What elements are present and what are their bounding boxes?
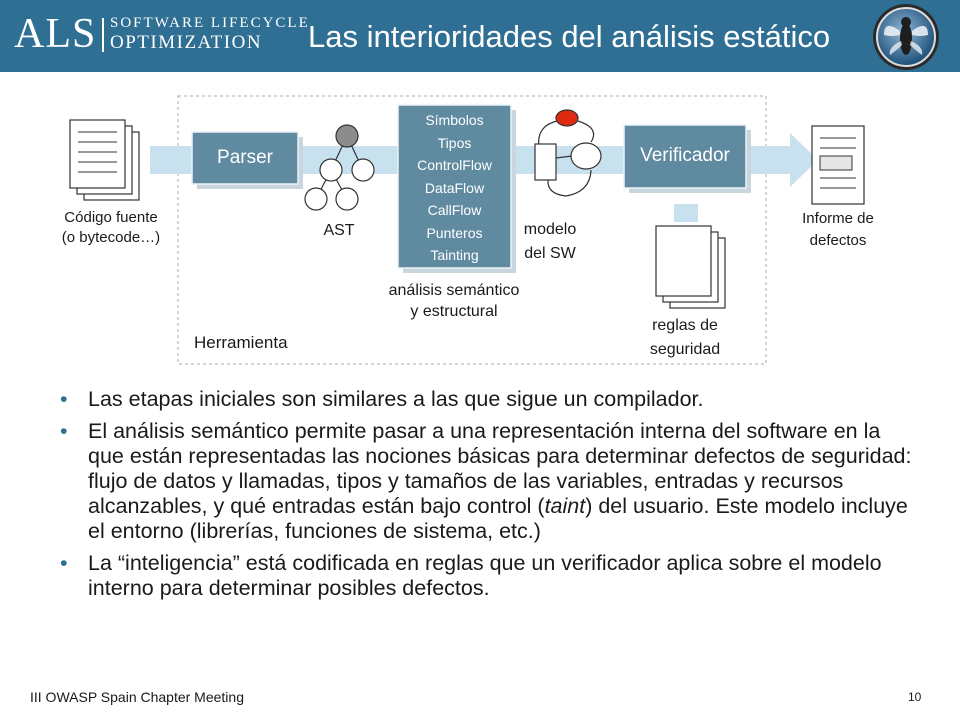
bullet-text: ) del usuario. Este modelo incluye el entorno (librerías, funciones de sistema, etc.) xyxy=(88,494,908,543)
model-label: modelo del SW xyxy=(523,221,577,262)
bullet-dot: • xyxy=(60,387,68,411)
header-bar xyxy=(0,0,960,72)
bullet-item xyxy=(60,419,920,544)
tool-label: Herramienta xyxy=(194,333,288,352)
brand-line-2: OPTIMIZATION xyxy=(110,32,263,53)
brand-line-1: SOFTWARE LIFECYCLE xyxy=(110,15,310,31)
source-code-document-icon xyxy=(70,120,139,200)
bullet-item xyxy=(60,551,920,601)
report-label: Informe de defectos xyxy=(802,210,874,249)
ast-label: AST xyxy=(323,222,355,239)
bullet-dot: • xyxy=(60,551,68,575)
bullet-text: La “inteligencia” está codificada en reglas que un verificador aplica sobre el modelo interno para determinar posibles defectos. xyxy=(88,551,882,600)
semantic-item: Punteros xyxy=(426,224,483,241)
rules-arrow xyxy=(674,204,698,222)
static-analysis-diagram xyxy=(0,80,960,380)
verifier-label: Verificador xyxy=(640,145,730,166)
owasp-wasp-icon xyxy=(870,1,942,73)
source-code-label: Código fuente (o bytecode…) xyxy=(61,209,161,246)
semantic-item: Tainting xyxy=(430,247,479,263)
parser-label: Parser xyxy=(217,147,273,168)
semantic-items-list xyxy=(398,109,511,267)
bullet-text: Las etapas iniciales son similares a las que sigue un compilador. xyxy=(88,387,704,411)
semantic-item: ControlFlow xyxy=(417,157,492,173)
footer-text: III OWASP Spain Chapter Meeting xyxy=(30,689,244,705)
page-number: 10 xyxy=(908,690,922,704)
report-document-icon xyxy=(812,126,864,204)
semantic-item: Tipos xyxy=(437,134,472,151)
brand-mark: ALS xyxy=(14,11,97,57)
slide-title: Las interioridades del análisis estático xyxy=(308,19,831,54)
bullet-emphasis: taint xyxy=(544,494,586,518)
brand-divider xyxy=(102,18,104,52)
bullet-item xyxy=(60,387,920,412)
bullet-text: El análisis semántico permite pasar a una representación interna del software en la que están representadas las nociones básicas para determinar defectos de seguridad: flujo de datos y llamadas, tipos y tamaños de las variables, entradas y recursos alcanzables, y qué entradas están bajo control ( xyxy=(88,419,912,518)
bullet-dot: • xyxy=(60,419,68,443)
rules-label: reglas de seguridad xyxy=(649,317,721,358)
rules-document-icon xyxy=(656,226,725,308)
semantic-item: DataFlow xyxy=(424,179,485,196)
semantic-caption: análisis semántico y estructural xyxy=(388,282,520,320)
semantic-item: CallFlow xyxy=(427,202,482,218)
bullet-list xyxy=(60,387,920,608)
semantic-item: Símbolos xyxy=(425,112,484,128)
